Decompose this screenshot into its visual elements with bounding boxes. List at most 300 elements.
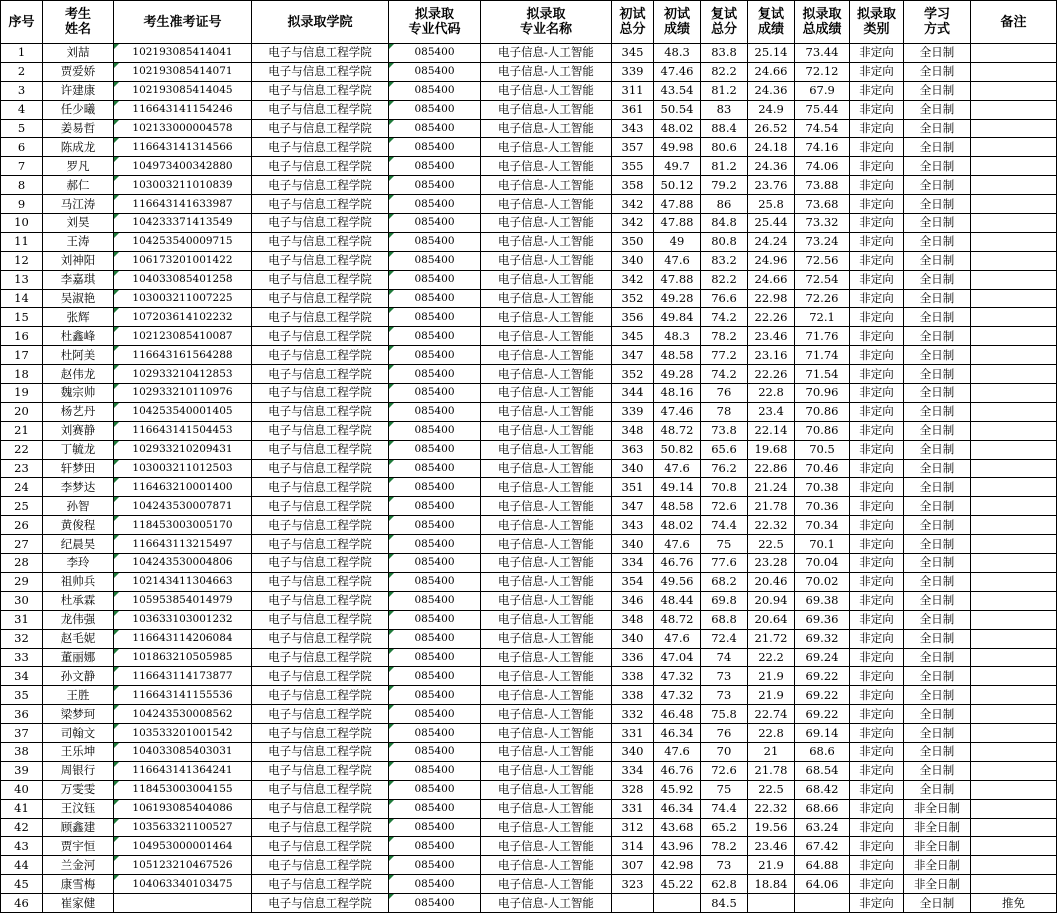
table-row (1, 724, 1057, 743)
prelim-total-cell: 340 (612, 742, 654, 761)
exam-id-cell: 102193085414045 (114, 81, 252, 100)
retest-score-cell: 23.76 (748, 176, 795, 195)
seq-cell: 27 (1, 535, 43, 554)
major-name-cell: 电子信息-人工智能 (481, 100, 612, 119)
seq-cell: 38 (1, 742, 43, 761)
retest-total-cell: 77.2 (701, 346, 748, 365)
retest-total-cell: 84.8 (701, 214, 748, 233)
prelim-score-cell: 42.98 (654, 856, 701, 875)
major-code-cell: 085400 (389, 818, 481, 837)
study-mode-cell: 全日制 (904, 572, 971, 591)
prelim-total-cell: 311 (612, 81, 654, 100)
table-row (1, 856, 1057, 875)
retest-total-cell: 70 (701, 742, 748, 761)
major-code-cell: 085400 (389, 44, 481, 63)
exam-id-cell: 105953854014979 (114, 591, 252, 610)
remarks-cell: 推免 (971, 894, 1057, 913)
prelim-total-cell: 339 (612, 62, 654, 81)
final-score-cell: 74.16 (795, 138, 850, 157)
name-cell: 姜易哲 (43, 119, 114, 138)
table-row (1, 761, 1057, 780)
retest-score-cell: 20.46 (748, 572, 795, 591)
remarks-cell (971, 384, 1057, 403)
exam-id-cell: 104063340103475 (114, 875, 252, 894)
prelim-total-cell: 348 (612, 421, 654, 440)
exam-id-cell: 102933210110976 (114, 384, 252, 403)
category-cell: 非定向 (850, 629, 904, 648)
prelim-score-cell: 47.6 (654, 629, 701, 648)
category-cell: 非定向 (850, 724, 904, 743)
prelim-score-cell: 49.56 (654, 572, 701, 591)
college-cell: 电子与信息工程学院 (252, 346, 389, 365)
final-score-cell: 63.24 (795, 818, 850, 837)
retest-score-cell (748, 894, 795, 913)
prelim-score-cell: 49.28 (654, 365, 701, 384)
major-name-cell: 电子信息-人工智能 (481, 856, 612, 875)
seq-cell: 14 (1, 289, 43, 308)
seq-cell: 45 (1, 875, 43, 894)
name-cell: 杜鑫峰 (43, 327, 114, 346)
retest-total-cell: 76 (701, 724, 748, 743)
exam-id-cell: 118453003005170 (114, 516, 252, 535)
retest-total-cell: 62.8 (701, 875, 748, 894)
college-cell: 电子与信息工程学院 (252, 195, 389, 214)
remarks-cell (971, 837, 1057, 856)
study-mode-cell: 全日制 (904, 176, 971, 195)
table-row (1, 289, 1057, 308)
header-label: 复试 (710, 7, 737, 22)
retest-total-cell: 80.8 (701, 232, 748, 251)
seq-cell: 9 (1, 195, 43, 214)
major-code-cell: 085400 (389, 232, 481, 251)
table-row (1, 667, 1057, 686)
retest-total-cell: 76 (701, 384, 748, 403)
prelim-score-cell: 48.72 (654, 610, 701, 629)
exam-id-cell: 116643114206084 (114, 629, 252, 648)
major-code-cell: 085400 (389, 384, 481, 403)
major-name-cell: 电子信息-人工智能 (481, 251, 612, 270)
category-cell: 非定向 (850, 270, 904, 289)
header-label: 成绩 (663, 22, 690, 37)
retest-score-cell: 23.28 (748, 554, 795, 573)
category-cell: 非定向 (850, 44, 904, 63)
header-label: 序号 (8, 14, 35, 30)
major-name-cell: 电子信息-人工智能 (481, 516, 612, 535)
study-mode-cell: 全日制 (904, 289, 971, 308)
retest-score-cell: 21.9 (748, 686, 795, 705)
remarks-cell (971, 648, 1057, 667)
prelim-total-cell: 331 (612, 724, 654, 743)
major-name-cell: 电子信息-人工智能 (481, 308, 612, 327)
study-mode-cell: 全日制 (904, 402, 971, 421)
final-score-cell: 70.38 (795, 478, 850, 497)
seq-cell: 44 (1, 856, 43, 875)
category-cell: 非定向 (850, 289, 904, 308)
college-cell: 电子与信息工程学院 (252, 251, 389, 270)
category-cell: 非定向 (850, 875, 904, 894)
retest-score-cell: 22.86 (748, 459, 795, 478)
retest-score-cell: 21.78 (748, 761, 795, 780)
major-code-cell: 085400 (389, 195, 481, 214)
retest-score-cell: 23.46 (748, 327, 795, 346)
category-cell: 非定向 (850, 327, 904, 346)
seq-cell: 13 (1, 270, 43, 289)
category-cell: 非定向 (850, 365, 904, 384)
name-cell: 丁毓龙 (43, 440, 114, 459)
major-name-cell: 电子信息-人工智能 (481, 837, 612, 856)
study-mode-cell: 全日制 (904, 365, 971, 384)
header-label: 总成绩 (802, 22, 842, 37)
final-score-cell: 72.54 (795, 270, 850, 289)
name-cell: 赵伟龙 (43, 365, 114, 384)
seq-cell: 8 (1, 176, 43, 195)
final-score-cell: 70.36 (795, 497, 850, 516)
major-code-cell: 085400 (389, 251, 481, 270)
retest-total-cell: 83.2 (701, 251, 748, 270)
name-cell: 祖帅兵 (43, 572, 114, 591)
exam-id-cell: 116643141504453 (114, 421, 252, 440)
major-name-cell: 电子信息-人工智能 (481, 780, 612, 799)
major-code-cell: 085400 (389, 176, 481, 195)
retest-score-header (748, 1, 795, 44)
table-row (1, 176, 1057, 195)
category-cell: 非定向 (850, 421, 904, 440)
retest-total-cell: 75 (701, 780, 748, 799)
category-cell: 非定向 (850, 535, 904, 554)
header-label: 备注 (1000, 14, 1027, 30)
remarks-cell (971, 232, 1057, 251)
retest-total-cell: 82.2 (701, 270, 748, 289)
major-name-cell: 电子信息-人工智能 (481, 648, 612, 667)
category-cell: 非定向 (850, 308, 904, 327)
category-cell: 非定向 (850, 176, 904, 195)
college-cell: 电子与信息工程学院 (252, 610, 389, 629)
table-row (1, 535, 1057, 554)
exam-id-cell: 102193085414071 (114, 62, 252, 81)
retest-score-cell: 21.9 (748, 667, 795, 686)
final-score-cell: 73.32 (795, 214, 850, 233)
college-cell: 电子与信息工程学院 (252, 138, 389, 157)
college-cell: 电子与信息工程学院 (252, 705, 389, 724)
prelim-total-cell (612, 894, 654, 913)
prelim-total-cell: 323 (612, 875, 654, 894)
college-cell: 电子与信息工程学院 (252, 157, 389, 176)
major-code-cell: 085400 (389, 554, 481, 573)
seq-cell: 25 (1, 497, 43, 516)
table-body (1, 44, 1057, 913)
final-score-cell: 70.5 (795, 440, 850, 459)
study-mode-cell: 非全日制 (904, 837, 971, 856)
table-header (1, 1, 1057, 44)
prelim-total-cell: 344 (612, 384, 654, 403)
college-cell: 电子与信息工程学院 (252, 327, 389, 346)
retest-total-cell: 70.8 (701, 478, 748, 497)
prelim-score-cell: 49.84 (654, 308, 701, 327)
remarks-cell (971, 535, 1057, 554)
major-name-cell: 电子信息-人工智能 (481, 327, 612, 346)
name-cell: 许建康 (43, 81, 114, 100)
retest-score-cell: 24.96 (748, 251, 795, 270)
remarks-cell (971, 799, 1057, 818)
prelim-total-cell: 350 (612, 232, 654, 251)
study-mode-cell: 全日制 (904, 648, 971, 667)
category-cell: 非定向 (850, 251, 904, 270)
seq-cell: 3 (1, 81, 43, 100)
major-name-cell: 电子信息-人工智能 (481, 421, 612, 440)
prelim-total-cell: 339 (612, 402, 654, 421)
remarks-cell (971, 176, 1057, 195)
retest-score-cell: 22.32 (748, 516, 795, 535)
header-row (1, 1, 1057, 44)
remarks-cell (971, 138, 1057, 157)
major-code-cell: 085400 (389, 875, 481, 894)
major-code-cell: 085400 (389, 856, 481, 875)
prelim-total-cell: 352 (612, 289, 654, 308)
college-cell: 电子与信息工程学院 (252, 478, 389, 497)
exam-id-cell: 118453003004155 (114, 780, 252, 799)
prelim-score-cell: 48.58 (654, 346, 701, 365)
college-cell: 电子与信息工程学院 (252, 591, 389, 610)
retest-total-cell: 75.8 (701, 705, 748, 724)
major-name-cell: 电子信息-人工智能 (481, 818, 612, 837)
major-code-cell: 085400 (389, 837, 481, 856)
retest-score-cell: 22.98 (748, 289, 795, 308)
prelim-total-cell: 328 (612, 780, 654, 799)
name-cell: 郝仁 (43, 176, 114, 195)
major-name-cell: 电子信息-人工智能 (481, 875, 612, 894)
header-label: 考生准考证号 (143, 14, 222, 30)
exam-id-cell: 103533201001542 (114, 724, 252, 743)
prelim-score-cell: 48.02 (654, 119, 701, 138)
retest-score-cell: 20.64 (748, 610, 795, 629)
category-cell: 非定向 (850, 591, 904, 610)
study-mode-cell: 全日制 (904, 478, 971, 497)
prelim-total-cell: 314 (612, 837, 654, 856)
final-score-cell: 70.34 (795, 516, 850, 535)
prelim-score-cell: 47.46 (654, 62, 701, 81)
final-score-cell: 72.1 (795, 308, 850, 327)
retest-total-cell: 76.6 (701, 289, 748, 308)
retest-score-cell: 23.4 (748, 402, 795, 421)
prelim-total-cell: 336 (612, 648, 654, 667)
retest-score-cell: 24.36 (748, 81, 795, 100)
prelim-score-cell: 47.6 (654, 459, 701, 478)
table-row (1, 346, 1057, 365)
category-cell: 非定向 (850, 761, 904, 780)
retest-score-cell: 21.24 (748, 478, 795, 497)
remarks-cell (971, 629, 1057, 648)
college-cell: 电子与信息工程学院 (252, 214, 389, 233)
college-cell: 电子与信息工程学院 (252, 119, 389, 138)
major-code-cell: 085400 (389, 119, 481, 138)
table-row (1, 742, 1057, 761)
table-row (1, 516, 1057, 535)
table-row (1, 554, 1057, 573)
major-code-cell: 085400 (389, 629, 481, 648)
study-mode-cell: 全日制 (904, 421, 971, 440)
name-cell: 杜承霖 (43, 591, 114, 610)
category-cell: 非定向 (850, 195, 904, 214)
exam-id-cell: 116643141314566 (114, 138, 252, 157)
major-code-cell: 085400 (389, 100, 481, 119)
category-cell: 非定向 (850, 667, 904, 686)
retest-score-cell: 22.5 (748, 780, 795, 799)
seq-cell: 35 (1, 686, 43, 705)
name-cell: 康雪梅 (43, 875, 114, 894)
college-cell: 电子与信息工程学院 (252, 742, 389, 761)
retest-score-cell: 22.2 (748, 648, 795, 667)
final-score-cell: 70.96 (795, 384, 850, 403)
category-cell: 非定向 (850, 686, 904, 705)
final-score-cell: 68.6 (795, 742, 850, 761)
table-row (1, 157, 1057, 176)
seq-cell: 16 (1, 327, 43, 346)
seq-cell: 15 (1, 308, 43, 327)
remarks-cell (971, 572, 1057, 591)
remarks-cell (971, 289, 1057, 308)
category-cell: 非定向 (850, 610, 904, 629)
major-name-cell: 电子信息-人工智能 (481, 119, 612, 138)
prelim-score-cell: 48.16 (654, 384, 701, 403)
seq-cell: 23 (1, 459, 43, 478)
remarks-cell (971, 818, 1057, 837)
prelim-score-cell: 47.46 (654, 402, 701, 421)
study-mode-cell: 非全日制 (904, 799, 971, 818)
exam-id-cell: 102193085414041 (114, 44, 252, 63)
major-code-cell: 085400 (389, 440, 481, 459)
name-cell: 张辉 (43, 308, 114, 327)
exam-id-cell: 104973400342880 (114, 157, 252, 176)
study-mode-cell: 全日制 (904, 81, 971, 100)
retest-total-cell: 74.4 (701, 799, 748, 818)
major-name-cell: 电子信息-人工智能 (481, 289, 612, 308)
seq-cell: 30 (1, 591, 43, 610)
major-name-cell: 电子信息-人工智能 (481, 402, 612, 421)
college-cell: 电子与信息工程学院 (252, 572, 389, 591)
prelim-total-cell: 331 (612, 799, 654, 818)
name-cell: 梁梦珂 (43, 705, 114, 724)
category-cell: 非定向 (850, 402, 904, 421)
retest-score-cell: 24.9 (748, 100, 795, 119)
retest-score-cell: 22.26 (748, 308, 795, 327)
exam-id-cell: 116643141364241 (114, 761, 252, 780)
table-row (1, 875, 1057, 894)
remarks-cell (971, 856, 1057, 875)
retest-score-cell: 22.5 (748, 535, 795, 554)
category-header (850, 1, 904, 44)
retest-score-cell: 21.9 (748, 856, 795, 875)
major-code-cell: 085400 (389, 289, 481, 308)
remarks-cell (971, 421, 1057, 440)
major-code-cell: 085400 (389, 214, 481, 233)
retest-score-cell: 22.14 (748, 421, 795, 440)
final-score-cell: 69.22 (795, 705, 850, 724)
remarks-cell (971, 875, 1057, 894)
college-cell: 电子与信息工程学院 (252, 875, 389, 894)
table-row (1, 780, 1057, 799)
retest-total-cell: 82.2 (701, 62, 748, 81)
college-cell: 电子与信息工程学院 (252, 402, 389, 421)
table-row (1, 459, 1057, 478)
major-code-cell: 085400 (389, 62, 481, 81)
prelim-total-cell: 312 (612, 818, 654, 837)
prelim-score-cell: 49.98 (654, 138, 701, 157)
retest-total-cell: 81.2 (701, 81, 748, 100)
prelim-score-header (654, 1, 701, 44)
seq-cell: 19 (1, 384, 43, 403)
category-cell: 非定向 (850, 705, 904, 724)
remarks-cell (971, 440, 1057, 459)
seq-cell: 12 (1, 251, 43, 270)
major-code-cell: 085400 (389, 724, 481, 743)
prelim-score-cell: 48.02 (654, 516, 701, 535)
prelim-total-cell: 340 (612, 535, 654, 554)
seq-cell: 26 (1, 516, 43, 535)
name-cell: 黄俊程 (43, 516, 114, 535)
prelim-score-cell (654, 894, 701, 913)
remarks-cell (971, 119, 1057, 138)
prelim-total-cell: 342 (612, 195, 654, 214)
retest-total-cell: 83.8 (701, 44, 748, 63)
remarks-cell (971, 780, 1057, 799)
retest-total-cell: 81.2 (701, 157, 748, 176)
retest-score-cell: 24.24 (748, 232, 795, 251)
seq-cell: 22 (1, 440, 43, 459)
prelim-total-cell: 334 (612, 761, 654, 780)
study-mode-cell: 全日制 (904, 667, 971, 686)
exam-id-cell: 102123085410087 (114, 327, 252, 346)
name-cell: 刘神阳 (43, 251, 114, 270)
category-cell: 非定向 (850, 346, 904, 365)
prelim-total-cell: 345 (612, 327, 654, 346)
study-mode-cell: 全日制 (904, 384, 971, 403)
seq-cell: 43 (1, 837, 43, 856)
exam-id-cell: 116643141154246 (114, 100, 252, 119)
name-cell: 赵毛妮 (43, 629, 114, 648)
final-score-cell: 72.56 (795, 251, 850, 270)
seq-cell: 42 (1, 818, 43, 837)
name-cell: 万雯雯 (43, 780, 114, 799)
retest-total-cell: 72.6 (701, 761, 748, 780)
major-code-cell: 085400 (389, 667, 481, 686)
major-code-cell: 085400 (389, 761, 481, 780)
study-mode-cell: 全日制 (904, 761, 971, 780)
prelim-score-cell: 48.3 (654, 327, 701, 346)
prelim-total-cell: 338 (612, 686, 654, 705)
header-label: 复试 (757, 7, 784, 22)
header-label: 拟录取 (414, 7, 454, 22)
remarks-cell (971, 270, 1057, 289)
exam-id-cell (114, 894, 252, 913)
college-cell: 电子与信息工程学院 (252, 818, 389, 837)
name-cell: 李嘉琪 (43, 270, 114, 289)
final-score-cell: 72.12 (795, 62, 850, 81)
remarks-cell (971, 251, 1057, 270)
exam-id-cell: 102933210412853 (114, 365, 252, 384)
major-code-cell: 085400 (389, 894, 481, 913)
name-cell: 魏宗帅 (43, 384, 114, 403)
college-cell: 电子与信息工程学院 (252, 799, 389, 818)
study-mode-cell: 全日制 (904, 346, 971, 365)
name-cell: 轩梦田 (43, 459, 114, 478)
remarks-cell (971, 761, 1057, 780)
exam-id-cell: 104233371413549 (114, 214, 252, 233)
seq-cell: 41 (1, 799, 43, 818)
prelim-total-cell: 355 (612, 157, 654, 176)
prelim-total-cell: 361 (612, 100, 654, 119)
header-label: 总分 (619, 22, 646, 37)
major-name-cell: 电子信息-人工智能 (481, 667, 612, 686)
